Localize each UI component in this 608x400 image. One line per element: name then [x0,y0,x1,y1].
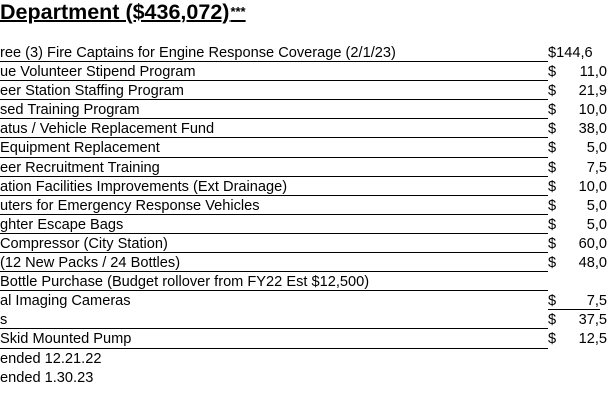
footnote-stars: *** [230,4,246,19]
department-title: Department ($436,072) [0,0,230,24]
currency-symbol: $ [548,83,557,100]
line-item-description: Skid Mounted Pump [0,331,132,348]
line-item-amount [560,292,607,310]
table-row [0,63,607,82]
currency-symbol: $ [548,178,557,195]
amount-value: 11,0 [579,64,607,81]
currency-symbol: $ [548,159,557,176]
table-row [0,178,607,197]
currency-symbol: $ [548,197,557,214]
table-row [0,216,607,235]
currency-symbol: $ [548,255,557,272]
amount-value: 12,5 [578,331,607,348]
table-row [0,159,607,178]
table-row [0,101,607,120]
line-item-description: ation Facilities Improvements (Ext Drainage) [0,178,288,195]
table-row [0,235,607,254]
line-item-description: eer Recruitment Training [0,159,160,176]
line-item-description: sed Training Program [0,102,140,119]
amount-value: 5,0 [586,140,607,157]
line-item-description: al Imaging Cameras [0,293,131,310]
page-title [0,0,246,24]
table-row [0,292,607,311]
currency-symbol: $ [548,140,557,157]
table-row [0,330,607,349]
amount-value: 10,0 [578,102,607,119]
amount-value: 5,0 [586,216,607,233]
amount-value: 7,5 [586,293,607,310]
line-item-description: ended 12.21.22 [0,350,102,367]
line-item-description: eer Station Staffing Program [0,83,184,100]
line-item-description: ghter Escape Bags [0,216,124,233]
amount-value: 10,0 [578,178,607,195]
table-row [0,311,607,330]
amount-value: 38,0 [578,121,607,138]
amount-value: 37,5 [578,312,607,329]
budget-line-items [0,44,607,388]
line-item-description: Compressor (City Station) [0,235,168,252]
line-item-description: Bottle Purchase (Budget rollover from FY22 Est $12,500) [0,274,370,291]
currency-symbol: $ [548,121,557,138]
currency-symbol: $ [548,312,557,329]
currency-symbol: $ [548,235,557,252]
amount-value: 48,0 [578,255,607,272]
amount-value: 60,0 [578,235,607,252]
line-item-description: ue Volunteer Stipend Program [0,64,196,81]
table-row [0,369,600,388]
line-item-description: atus / Vehicle Replacement Fund [0,121,215,138]
amount-value: $144,6 [548,45,593,61]
currency-symbol: $ [548,64,557,81]
currency-symbol: $ [548,331,557,348]
line-item-description: (12 New Packs / 24 Bottles) [0,255,181,272]
table-row [0,350,600,369]
line-item-description: Equipment Replacement [0,140,160,157]
line-item-description: uters for Emergency Response Vehicles [0,197,260,214]
table-row [0,197,607,216]
amount-value: 5,0 [586,197,607,214]
currency-symbol: $ [548,216,557,233]
table-row [0,139,607,158]
currency-symbol: $ [548,102,557,119]
line-item-description: s [0,312,8,329]
table-row [0,273,600,292]
table-row [0,254,607,273]
line-item-description: ended 1.30.23 [0,369,94,386]
amount-value: 7,5 [586,159,607,176]
table-row [0,120,607,139]
table-row [0,44,600,63]
currency-symbol: $ [548,292,560,310]
line-item-description: ree (3) Fire Captains for Engine Response Coverage (2/1/23) [0,45,396,61]
table-row [0,82,607,101]
amount-value: 21,9 [578,83,607,100]
